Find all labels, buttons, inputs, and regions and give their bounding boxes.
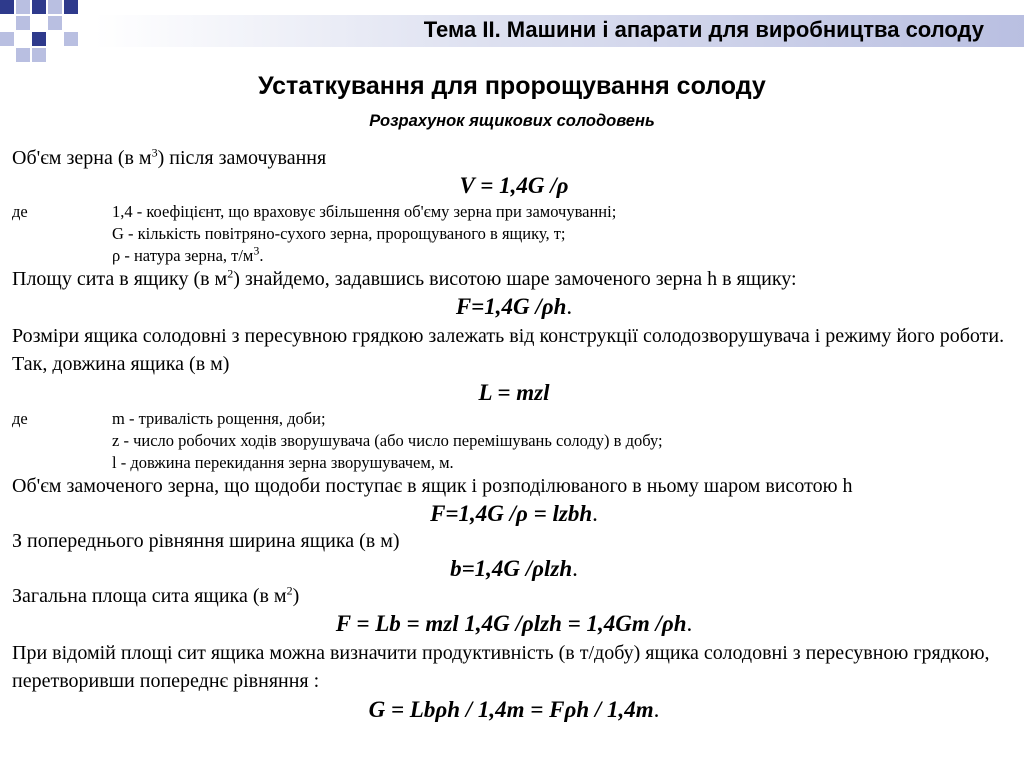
where-block-1 xyxy=(12,201,1016,267)
header-bar xyxy=(0,0,1024,62)
decor-square xyxy=(32,0,46,14)
where-line: l - довжина перекидання зерна зворушувачем, м. xyxy=(112,453,454,472)
decor-square xyxy=(32,48,46,62)
paragraph-sieve-area: Площу сита в ящику (в $м^2$) знайдемо, задавшись висотою шаре замоченого зерна h в ящику: xyxy=(12,266,797,290)
topic-heading: Тема ІІ. Машини і апарати для виробництва солоду xyxy=(423,17,984,42)
decor-square xyxy=(48,16,62,30)
where-block-2 xyxy=(12,408,1016,474)
decor-square xyxy=(32,32,46,46)
content xyxy=(12,146,1016,725)
where-label: де xyxy=(12,409,28,428)
paragraph-box-dimensions: Розміри ящика солодовні з пересувною грядкою залежать від конструкції солодозворушувача і режиму його роботи. Так, довжина ящика (в м) xyxy=(12,325,1005,375)
where-line: G - кількість повітряно-сухого зерна, пророщуваного в ящику, т; xyxy=(112,224,566,243)
where-line: 1,4 - коефіцієнт, що враховує збільшення об'єму зерна при замочуванні; xyxy=(112,202,617,221)
where-line: ρ - натура зерна, $т/м^3$. xyxy=(112,243,264,265)
paragraph-box-width: З попереднього рівняння ширина ящика (в м) xyxy=(12,530,400,552)
formula-width: b=1,4G /ρlzh. xyxy=(450,556,578,581)
formula-length: L = mzl xyxy=(478,380,550,405)
paragraph-daily-volume: Об'єм замоченого зерна, що щодоби поступає в ящик і розподілюваного в ньому шаром висотою h xyxy=(12,475,853,497)
paragraph-total-area: Загальна площа сита ящика (в $м^2$) xyxy=(12,583,300,607)
where-line: z - число робочих ходів зворушувача (або число перемішувань солоду) в добу; xyxy=(112,431,663,450)
formula-productivity: G = Lbρh / 1,4m = Fρh / 1,4m. xyxy=(368,697,660,722)
decor-square xyxy=(0,32,14,46)
where-line: m - тривалість рощення, доби; xyxy=(112,409,326,428)
paragraph-productivity: При відомій площі сит ящика можна визначити продуктивність (в т/добу) ящика солодовні з пересувною грядкою, перетворивши попереднє рівняння : xyxy=(12,642,990,692)
paragraph-grain-volume: Об'єм зерна (в $м^3$) після замочування xyxy=(12,145,327,169)
decor-square xyxy=(64,0,78,14)
formula-daily-volume: F=1,4G /ρ = lzbh. xyxy=(430,501,598,526)
page-subtitle: Розрахунок ящикових солодовень xyxy=(369,112,655,130)
formula-sieve-area: F=1,4G /ρh. xyxy=(455,294,573,319)
decor-square xyxy=(16,16,30,30)
page-title: Устаткування для пророщування солоду xyxy=(258,72,766,100)
where-label: де xyxy=(12,202,28,221)
decor-square xyxy=(16,0,30,14)
decor-square xyxy=(48,0,62,14)
decor-square xyxy=(16,48,30,62)
decor-square xyxy=(0,0,14,14)
decor-square xyxy=(64,32,78,46)
formula-total-area: F = Lb = mzl 1,4G /ρlzh = 1,4Gm /ρh. xyxy=(335,611,693,636)
formula-volume: V = 1,4G /ρ xyxy=(459,173,569,198)
